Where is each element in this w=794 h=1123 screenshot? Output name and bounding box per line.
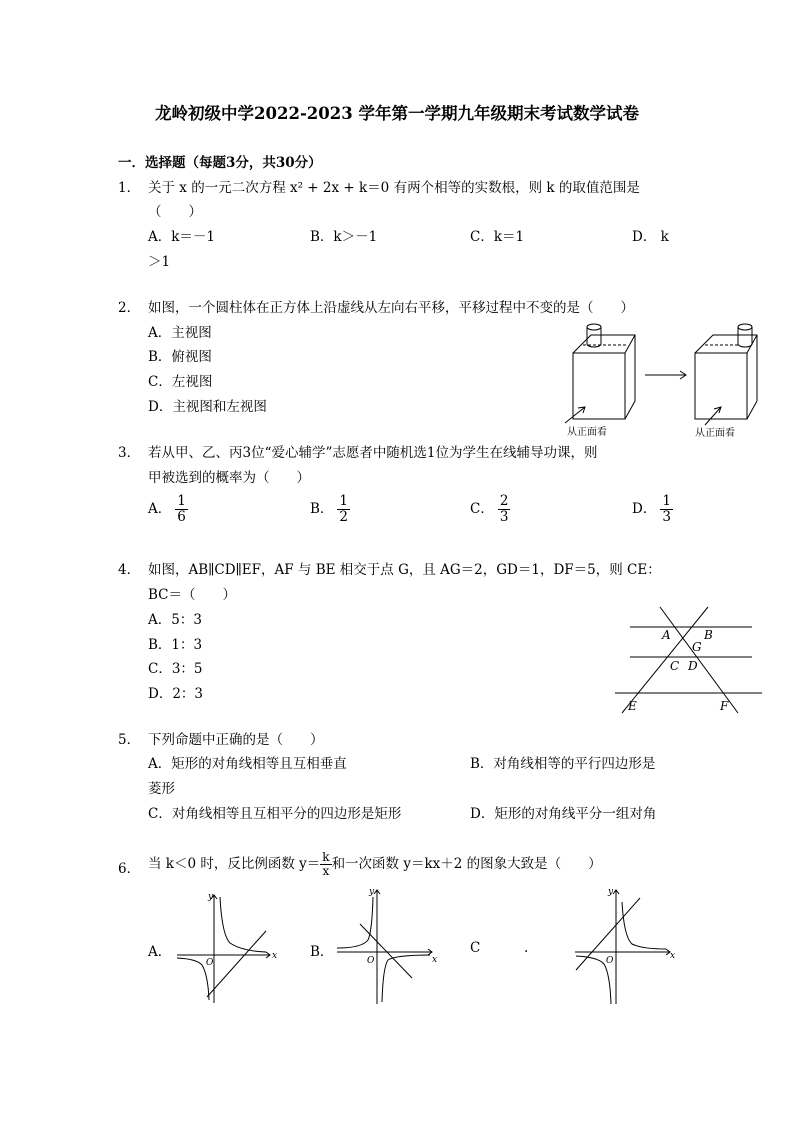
section-heading: 一．选择题（每题3分，共30分）	[118, 155, 322, 171]
q6-graph-c-y-label: y	[608, 887, 614, 897]
q6-stem	[148, 851, 602, 878]
q3-stem-b: 甲被选到的概率为（ ）	[148, 470, 310, 486]
q3-option-b-label: B．	[310, 501, 334, 517]
q4-option-b: B．1：3	[148, 637, 203, 653]
q1-paren: （ ）	[148, 204, 202, 220]
q6-graph-b-y-label: y	[369, 887, 375, 897]
q6-stem-post: 和一次函数 y＝kx＋2 的图象大致是（ ）	[331, 856, 602, 872]
q1-number: 1．	[118, 180, 141, 196]
q5-option-b-cont: 菱形	[148, 781, 175, 797]
q6-option-c: C	[470, 940, 481, 956]
q1-option-d: D． k	[632, 229, 669, 245]
q2-option-d: D．主视图和左视图	[148, 399, 267, 415]
q6-option-c-dot: .	[524, 940, 529, 956]
q6-graph-c	[570, 882, 680, 1007]
q6-graph-a	[172, 885, 277, 1005]
q6-fraction: $\frac{k}{x}$	[322, 850, 330, 878]
q3-number: 3．	[118, 445, 141, 461]
q6-graph-a-y-label: y	[208, 892, 214, 902]
q5-option-d: D．矩形的对角线平分一组对角	[470, 806, 657, 822]
q4-label-g: G	[692, 640, 702, 654]
q4-number: 4．	[118, 562, 141, 578]
q2-stem: 如图，一个圆柱体在正方体上沿虚线从左向右平移，平移过程中不变的是（ ）	[148, 300, 634, 316]
q5-stem: 下列命题中正确的是（ ）	[148, 732, 324, 748]
q2-figure	[555, 315, 770, 440]
q4-label-f: F	[720, 699, 729, 713]
q6-graph-b-x-label: x	[432, 955, 437, 965]
q4-label-d: D	[688, 659, 698, 673]
q6-graph-b-origin: O	[367, 956, 375, 966]
q2-figure-label-2: 从正面看	[695, 428, 735, 439]
q6-number: 6．	[118, 861, 141, 877]
q5-option-a: A．矩形的对角线相等且互相垂直	[148, 756, 347, 772]
q4-label-c: C	[670, 659, 680, 673]
q3-option-a	[148, 494, 188, 525]
page-title: 龙岭初级中学2022-2023 学年第一学期九年级期末考试数学试卷	[155, 104, 639, 123]
q6-option-b: B．	[310, 944, 334, 960]
q4-option-c: C．3：5	[148, 661, 203, 677]
q3-option-b	[310, 494, 350, 525]
q4-label-b: B	[704, 628, 713, 642]
q5-number: 5．	[118, 732, 141, 748]
q2-option-b: B．俯视图	[148, 349, 212, 365]
q5-option-b: B．对角线相等的平行四边形是	[470, 756, 656, 772]
q4-stem-a: 如图，AB∥CD∥EF，AF 与 BE 相交于点 G，且 AG＝2，GD＝1，DF＝5，则 CE：	[148, 562, 661, 578]
q4-stem-b: BC＝（ ）	[148, 587, 237, 603]
q3-option-a-label: A．	[148, 501, 172, 517]
q6-graph-b	[332, 882, 437, 1007]
q1-option-a: A．k＝－1	[148, 229, 216, 245]
q6-graph-c-x-label: x	[670, 951, 676, 961]
q1-stem: 关于 x 的一元二次方程 x² + 2x + k＝0 有两个相等的实数根，则 k 的取值范围是	[148, 180, 640, 196]
q4-figure	[610, 603, 770, 718]
q6-graph-a-x-label: x	[272, 951, 277, 961]
q6-graph-a-origin: O	[206, 958, 214, 968]
q3-stem-a: 若从甲、乙、丙3位“爱心辅学”志愿者中随机选1位为学生在线辅导功课，则	[148, 445, 598, 461]
q3-option-c-fraction: $\frac{2}{3}$	[499, 493, 509, 525]
q1-option-c: C．k＝1	[470, 229, 525, 245]
q3-option-d	[632, 494, 673, 525]
q3-option-c	[470, 494, 510, 525]
q1-option-d-cont: ＞1	[148, 254, 171, 270]
q1-option-b: B．k＞－1	[310, 229, 378, 245]
q4-label-a: A	[662, 628, 671, 642]
q2-option-c: C．左视图	[148, 374, 213, 390]
q3-option-d-label: D．	[632, 501, 657, 517]
q2-figure-label-1: 从正面看	[567, 427, 607, 438]
q3-option-c-label: C．	[470, 501, 494, 517]
q4-option-d: D．2：3	[148, 686, 204, 702]
q6-graph-c-origin: O	[606, 956, 614, 966]
q2-number: 2．	[118, 300, 141, 316]
q6-option-a: A．	[148, 944, 172, 960]
q2-option-a: A．主视图	[148, 325, 212, 341]
q3-option-d-fraction: $\frac{1}{3}$	[662, 493, 671, 525]
q4-label-e: E	[628, 699, 637, 713]
q3-option-b-fraction: $\frac{1}{2}$	[339, 493, 349, 525]
q4-option-a: A．5：3	[148, 612, 202, 628]
q5-option-c: C．对角线相等且互相平分的四边形是矩形	[148, 806, 402, 822]
q3-option-a-fraction: $\frac{1}{6}$	[177, 493, 186, 525]
q6-stem-pre: 当 k＜0 时，反比例函数 y＝	[148, 856, 321, 872]
